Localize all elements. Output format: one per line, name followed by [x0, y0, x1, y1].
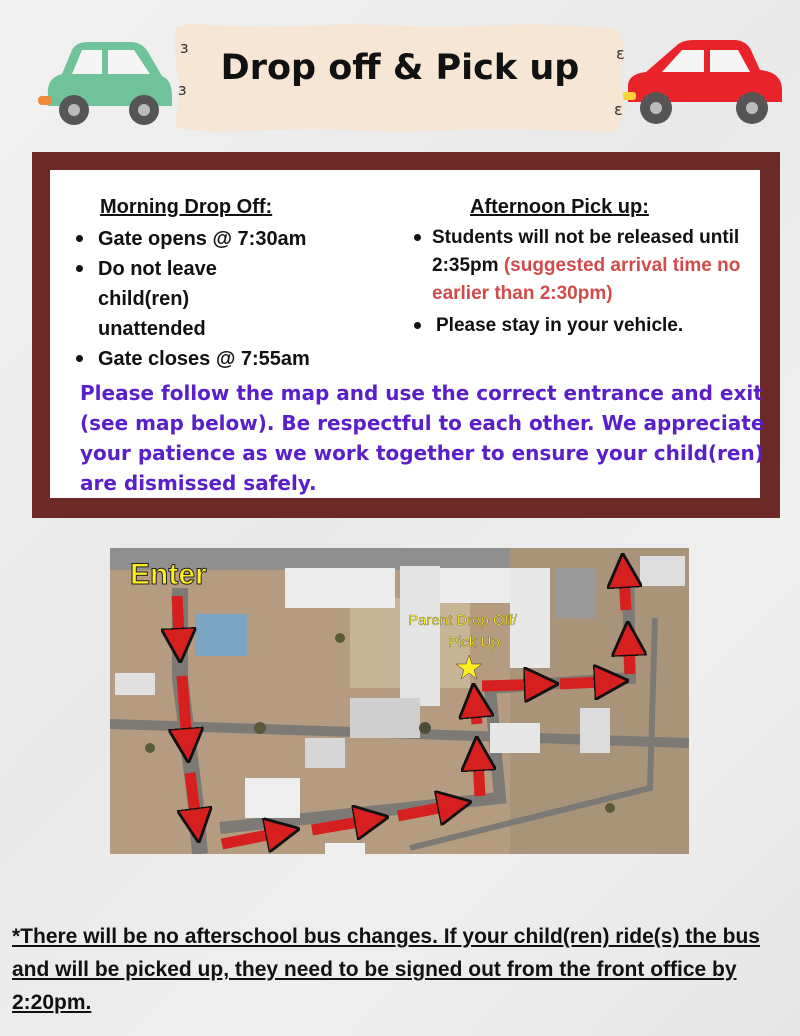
list-item: Gate closes @ 7:55am: [98, 344, 338, 374]
page-title: Drop off & Pick up: [220, 48, 580, 88]
right-squiggle-icon: ɛ: [616, 44, 625, 63]
bus-change-note: *There will be no afterschool bus changes. If your child(ren) ride(s) the bus and will be picked up, they need to be signed out from the front office by 2:20pm.: [12, 925, 760, 1014]
campus-map: [110, 548, 689, 854]
right-squiggle-icon-2: ɛ: [614, 100, 623, 119]
list-item: Do not leave child(ren) unattended: [98, 254, 268, 344]
list-item: Please stay in your vehicle.: [432, 312, 750, 340]
parent-label-line2: Pick Up: [448, 634, 500, 651]
release-time-text: Students will not be released until 2:35pm: [432, 227, 740, 276]
morning-list: [98, 224, 338, 374]
left-squiggle-icon: ɜ: [180, 38, 189, 57]
info-panel-content: [50, 170, 765, 498]
left-squiggle-icon-2: ɜ: [178, 80, 187, 99]
afternoon-heading: Afternoon Pick up:: [470, 196, 649, 218]
red-car-icon: [622, 36, 790, 130]
morning-heading: Morning Drop Off:: [100, 196, 273, 218]
header: [0, 0, 800, 150]
list-item: [432, 224, 750, 308]
enter-label: Enter: [130, 558, 207, 591]
green-car-icon: [38, 36, 178, 130]
info-panel: [32, 152, 780, 518]
list-item: Gate opens @ 7:30am: [98, 224, 338, 254]
instructions-text: Please follow the map and use the correct entrance and exit (see map below). Be respectful to each other. We appreciate your patience as we work together to ensure your child(ren) are dismissed safely.: [80, 381, 765, 495]
afternoon-list: [432, 224, 750, 340]
suggested-arrival-note: (suggested arrival time no earlier than 2:30pm): [432, 255, 741, 304]
parent-label-line1: Parent Drop Off/: [408, 612, 517, 629]
